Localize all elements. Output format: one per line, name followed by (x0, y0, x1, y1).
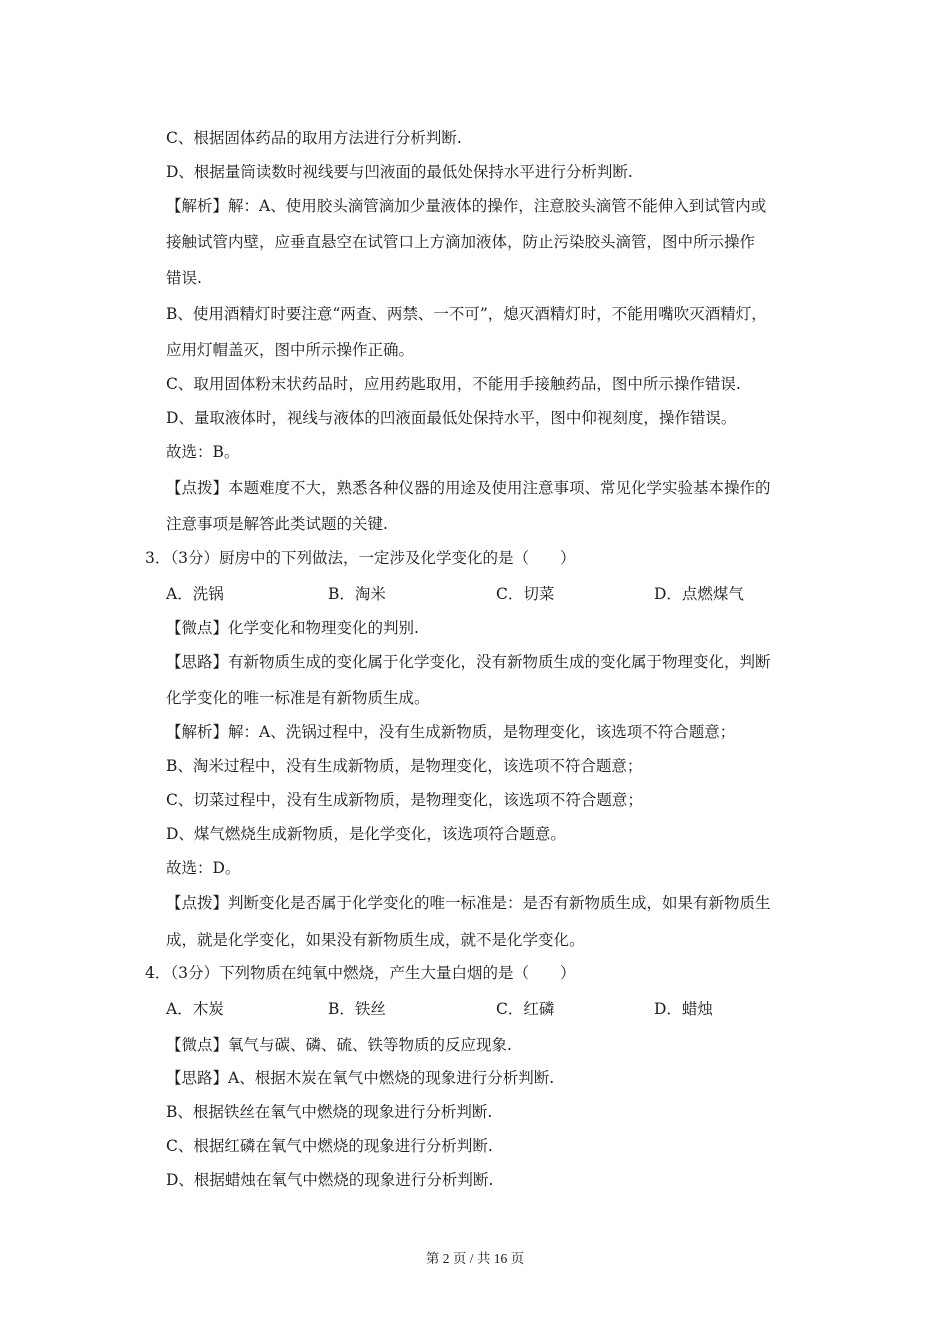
text-line: D、煤气燃烧生成新物质，是化学变化，该选项符合题意。 (166, 825, 566, 843)
text-line: 接触试管内壁，应垂直悬空在试管口上方滴加液体，防止污染胶头滴管，图中所示操作 (166, 233, 756, 251)
option-a: A．木炭 (166, 1000, 224, 1018)
option-a: A．洗锅 (166, 585, 224, 603)
option-d: D．蜡烛 (654, 1000, 713, 1018)
text-line: B、根据铁丝在氧气中燃烧的现象进行分析判断. (166, 1103, 493, 1121)
text-line: D、量取液体时，视线与液体的凹液面最低处保持水平，图中仰视刻度，操作错误。 (166, 409, 737, 427)
question-3-stem: 3．（3分）厨房中的下列做法，一定涉及化学变化的是（ ） (145, 549, 576, 567)
text-line: 【点拨】本题难度不大，熟悉各种仪器的用途及使用注意事项、常见化学实验基本操作的 (166, 479, 771, 497)
text-line: C、取用固体粉末状药品时，应用药匙取用，不能用手接触药品，图中所示操作错误. (166, 375, 741, 393)
text-line: 成，就是化学变化，如果没有新物质生成，就不是化学变化。 (166, 931, 585, 949)
option-d: D．点燃煤气 (654, 585, 744, 603)
question-4-options (166, 997, 826, 1017)
text-line: 【微点】化学变化和物理变化的判别. (166, 619, 419, 637)
text-line: 注意事项是解答此类试题的关键. (166, 515, 388, 533)
text-line: 故选：D。 (166, 859, 241, 877)
text-line: 【解析】解：A、洗锅过程中，没有生成新物质，是物理变化，该选项不符合题意； (166, 723, 736, 741)
text-line: B、使用酒精灯时要注意“两查、两禁、一不可”，熄灭酒精灯时，不能用嘴吹灭酒精灯， (166, 305, 767, 323)
text-line: 【解析】解：A、使用胶头滴管滴加少量液体的操作，注意胶头滴管不能伸入到试管内或 (166, 197, 767, 215)
text-line: C、根据红磷在氧气中燃烧的现象进行分析判断. (166, 1137, 493, 1155)
option-b: B．铁丝 (328, 1000, 386, 1018)
text-line: 【点拨】判断变化是否属于化学变化的唯一标准是：是否有新物质生成，如果有新物质生 (166, 894, 771, 912)
text-line: D、根据量筒读数时视线要与凹液面的最低处保持水平进行分析判断. (166, 163, 633, 181)
option-b: B．淘米 (328, 585, 386, 603)
text-line: C、切菜过程中，没有生成新物质，是物理变化，该选项不符合题意； (166, 791, 643, 809)
text-line: 错误. (166, 269, 202, 287)
option-c: C．红磷 (496, 1000, 555, 1018)
text-line: 故选：B。 (166, 443, 240, 461)
text-line: 化学变化的唯一标准是有新物质生成。 (166, 689, 430, 707)
text-line: D、根据蜡烛在氧气中燃烧的现象进行分析判断. (166, 1171, 494, 1189)
text-line: 应用灯帽盖灭，图中所示操作正确。 (166, 341, 415, 359)
text-line: 【思路】A、根据木炭在氧气中燃烧的现象进行分析判断. (166, 1069, 555, 1087)
question-4-stem: 4．（3分）下列物质在纯氧中燃烧，产生大量白烟的是（ ） (145, 964, 576, 982)
question-3-options (166, 582, 826, 602)
option-c: C．切菜 (496, 585, 555, 603)
text-line: 【微点】氧气与碳、磷、硫、铁等物质的反应现象. (166, 1036, 512, 1054)
text-line: B、淘米过程中，没有生成新物质，是物理变化，该选项不符合题意； (166, 757, 643, 775)
text-line: C、根据固体药品的取用方法进行分析判断. (166, 129, 462, 147)
page-footer: 第 2 页 / 共 16 页 (425, 1251, 525, 1266)
text-line: 【思路】有新物质生成的变化属于化学变化，没有新物质生成的变化属于物理变化，判断 (166, 653, 771, 671)
